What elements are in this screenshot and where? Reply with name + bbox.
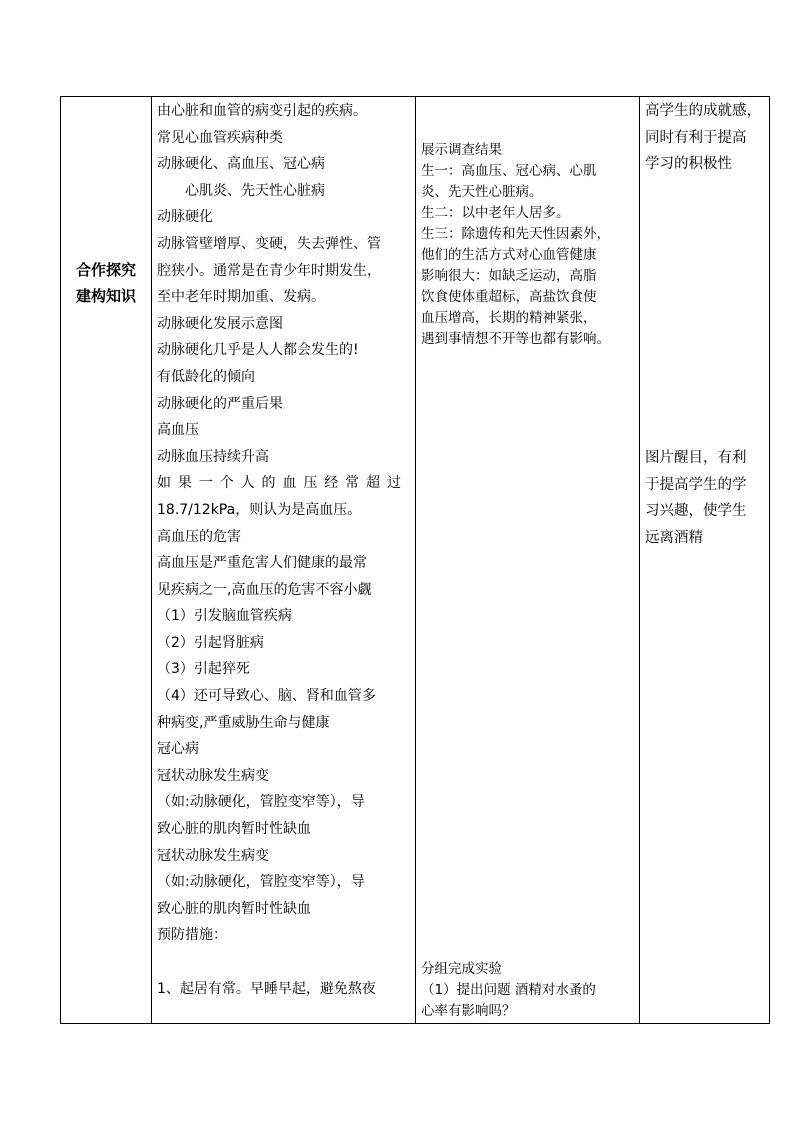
content-line: （3）引起猝死	[157, 661, 250, 678]
content-line: 高血压	[157, 422, 199, 439]
survey-results-block	[421, 140, 610, 350]
content-line: 有低龄化的倾向	[157, 368, 255, 385]
design-intent-2-line: 远离酒精	[645, 529, 703, 546]
content-line: （1）引发脑血管疾病	[157, 608, 292, 625]
section-label-line: 建构知识	[75, 287, 136, 305]
content-line: 心肌炎、先天性心脏病	[185, 182, 325, 199]
content-line: 动脉硬化几乎是人人都会发生的!	[157, 342, 359, 359]
section-label-line: 合作探究	[75, 261, 136, 279]
content-line: 腔狭小。通常是在青少年时期发生，	[157, 262, 381, 279]
content-line: 动脉硬化发展示意图	[157, 315, 283, 332]
content-line: 冠心病	[157, 741, 199, 758]
content-line: 冠状动脉发生病变	[157, 847, 269, 864]
design-intent-1	[645, 98, 761, 178]
lesson-plan-table	[60, 96, 770, 1024]
teaching-content-cell	[151, 97, 415, 1023]
content-line: 预防措施：	[157, 927, 227, 944]
content-line	[157, 949, 411, 976]
student-activity-1-line: 炎、先天性心脏病。	[421, 184, 543, 200]
content-line: 由心脏和血管的病变引起的疾病。	[157, 103, 367, 119]
design-intent-2-line: 图片醒目，有利	[645, 450, 747, 466]
student-activity-1-line: 生一：高血压、冠心病、心肌	[421, 163, 597, 179]
design-intent-2-line: 习兴趣，使学生	[645, 503, 747, 519]
design-intent-1-line: 学习的积极性	[645, 156, 732, 172]
student-activity-2-line: （1）提出问题 酒精对水蚤的	[421, 982, 596, 998]
content-line: 致心脏的肌肉暂时性缺血	[157, 900, 311, 917]
content-line: 动脉血压持续升高	[157, 448, 269, 465]
content-line: 动脉硬化、高血压、冠心病	[157, 156, 325, 173]
content-line: 如 果 一 个 人 的 血 压 经 常 超 过	[157, 475, 401, 492]
content-line: 18.7/12kPa，则认为是高血压。	[157, 501, 362, 518]
design-intent-2	[645, 445, 747, 551]
content-line: （如:动脉硬化，管腔变窄等），导	[157, 874, 365, 891]
content-line: 冠状动脉发生病变	[157, 767, 269, 784]
content-line: 致心脏的肌肉暂时性缺血	[157, 821, 311, 838]
content-line: 1、起居有常。早睡早起，避免熬夜	[157, 980, 376, 997]
design-intent-2-line: 于提高学生的学	[645, 476, 747, 493]
student-activity-1-line: 他们的生活方式对心血管健康	[421, 247, 597, 263]
content-line: 高血压是严重危害人们健康的最常	[157, 555, 367, 572]
content-line: （4）还可导致心、脑、肾和血管多	[157, 688, 376, 705]
content-line: 动脉硬化的严重后果	[157, 395, 283, 412]
student-activity-1-line: 生三：除遗传和先天性因素外，	[421, 226, 610, 242]
student-activity-1-line: 影响很大：如缺乏运动，高脂	[421, 268, 597, 284]
student-activity-2-line: 分组完成实验	[421, 961, 502, 977]
content-line: 见疾病之一,高血压的危害不容小觑	[157, 581, 372, 598]
content-line: 种病变,严重威胁生命与健康	[157, 714, 330, 731]
content-line: 常见心血管疾病种类	[157, 129, 283, 146]
student-activity-1-line: 遇到事情想不开等也都有影响。	[421, 331, 610, 347]
section-label-cell	[61, 97, 151, 1023]
content-line: （如:动脉硬化，管腔变窄等），导	[157, 794, 365, 811]
student-activity-1-line: 饮食使体重超标，高盐饮食使	[421, 289, 597, 305]
student-activity-1-line: 展示调查结果	[421, 142, 502, 158]
student-activity-cell	[415, 97, 639, 1023]
design-intent-cell	[639, 97, 771, 1023]
design-intent-1-line: 同时有利于提高	[645, 129, 747, 146]
content-line: （2）引起肾脏病	[157, 634, 264, 651]
section-label	[61, 257, 151, 309]
student-activity-2-line: 心率有影响吗？	[421, 1003, 516, 1019]
content-line: 至中老年时期加重、发病。	[157, 289, 325, 306]
design-intent-1-line: 高学生的成就感，	[645, 103, 761, 119]
student-activity-1-line: 生二：以中老年人居多。	[421, 205, 570, 221]
student-activity-1-line: 血压增高，长期的精神紧张，	[421, 310, 597, 326]
experiment-block	[421, 959, 596, 1022]
content-line: 动脉硬化	[157, 209, 213, 226]
content-line: 高血压的危害	[157, 528, 241, 545]
content-line: 动脉管壁增厚、变硬，失去弹性、管	[157, 235, 381, 252]
